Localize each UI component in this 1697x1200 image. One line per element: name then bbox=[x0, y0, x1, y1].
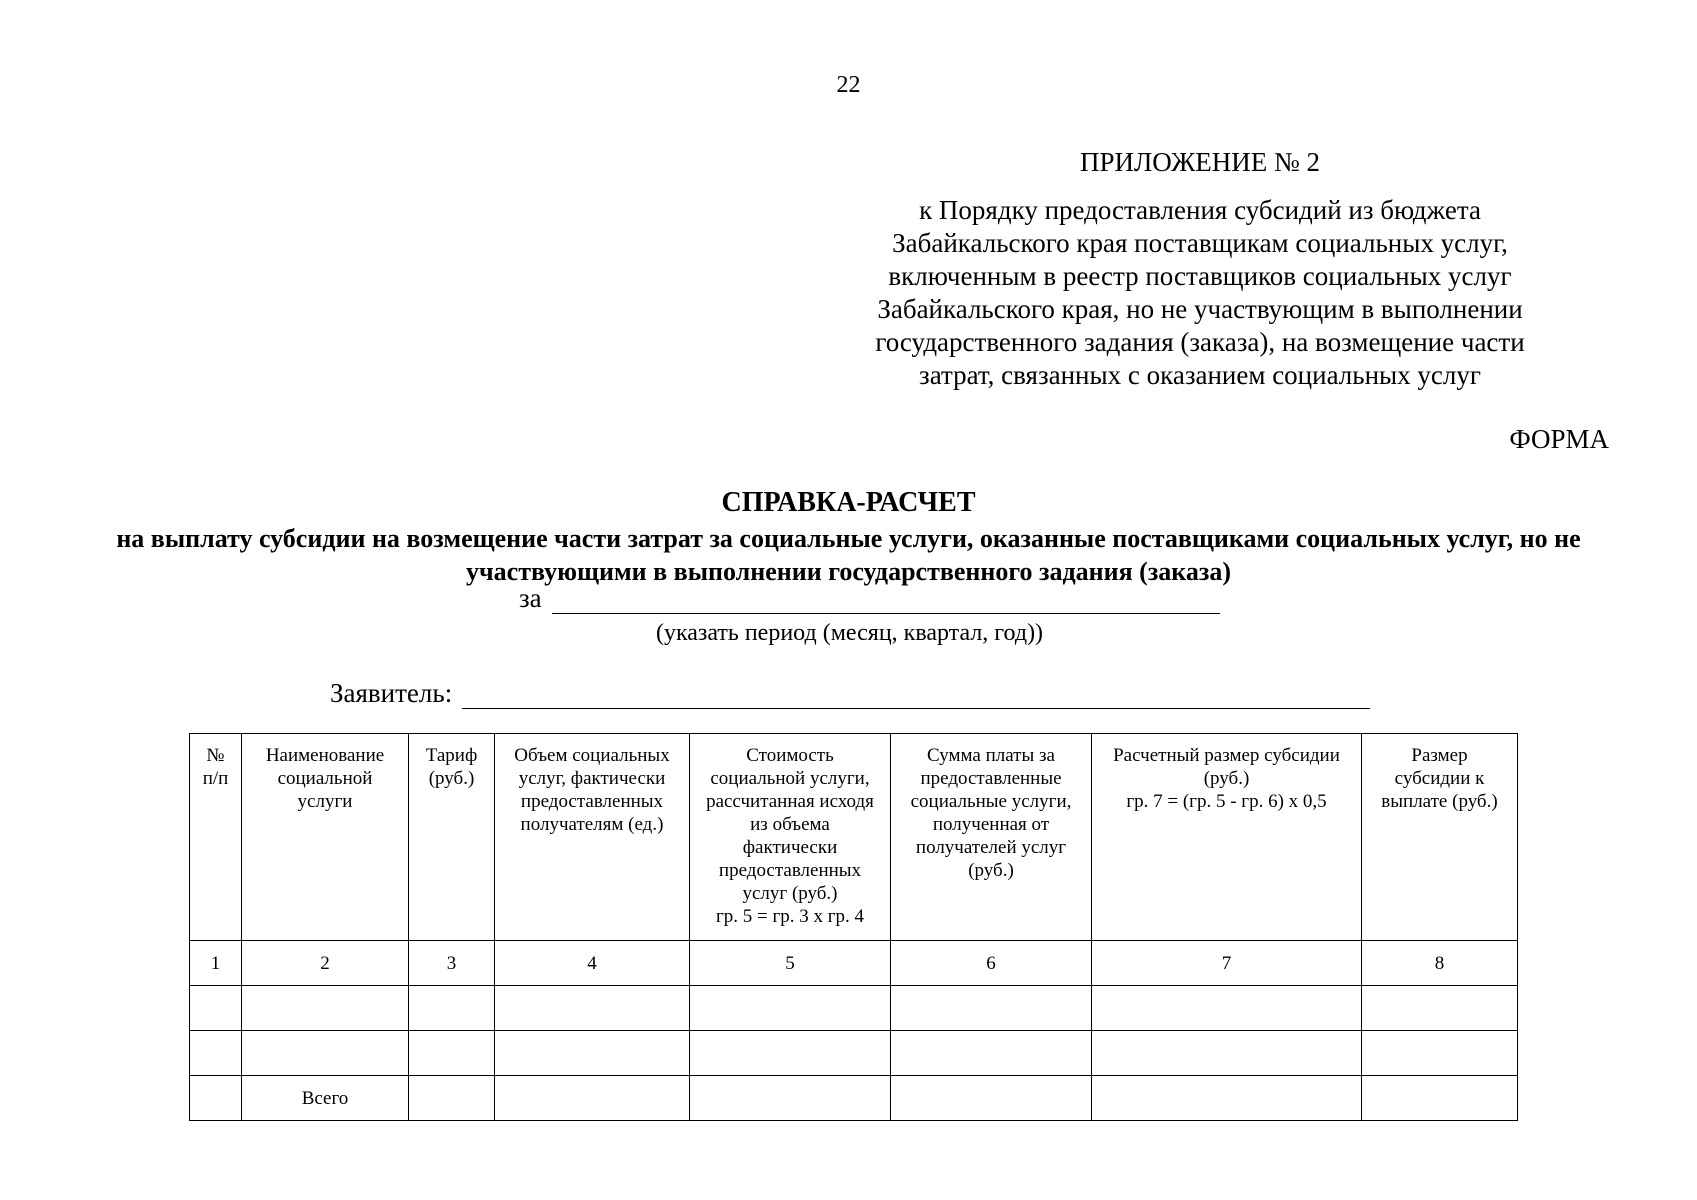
table-cell[interactable] bbox=[409, 1031, 495, 1076]
table-row bbox=[190, 986, 1518, 1031]
appendix-line: государственного задания (заказа), на возмещение части bbox=[875, 327, 1525, 357]
column-header: Размер субсидии к выплате (руб.) bbox=[1362, 734, 1518, 941]
period-blank-line[interactable] bbox=[552, 587, 1220, 614]
calculation-table bbox=[189, 733, 1518, 1121]
column-number: 4 bbox=[495, 941, 690, 986]
table-cell[interactable] bbox=[690, 1076, 891, 1121]
table-cell[interactable] bbox=[190, 1076, 242, 1121]
column-number: 7 bbox=[1092, 941, 1362, 986]
column-header: Объем социальных услуг, фактически предоставленных получателям (ед.) bbox=[495, 734, 690, 941]
column-number: 1 bbox=[190, 941, 242, 986]
period-prefix: за bbox=[519, 583, 542, 613]
column-number: 8 bbox=[1362, 941, 1518, 986]
applicant-field bbox=[330, 678, 1370, 709]
table-cell[interactable] bbox=[891, 1076, 1092, 1121]
table-cell[interactable] bbox=[409, 986, 495, 1031]
column-number: 6 bbox=[891, 941, 1092, 986]
table-cell[interactable] bbox=[1092, 986, 1362, 1031]
table-cell[interactable] bbox=[690, 1031, 891, 1076]
document-subtitle: на выплату субсидии на возмещение части затрат за социальные услуги, оказанные поставщиками социальных услуг, но не участвующими в выполнении государственного задания (заказа) bbox=[116, 524, 1581, 586]
table-cell[interactable] bbox=[242, 1031, 409, 1076]
column-number: 5 bbox=[690, 941, 891, 986]
table-cell[interactable] bbox=[495, 1031, 690, 1076]
table-cell[interactable] bbox=[1362, 1076, 1518, 1121]
column-number-row bbox=[190, 941, 1518, 986]
table-cell[interactable] bbox=[891, 986, 1092, 1031]
period-hint: (указать период (месяц, квартал, год)) bbox=[655, 620, 1044, 646]
table-cell[interactable] bbox=[409, 1076, 495, 1121]
appendix-block bbox=[860, 146, 1540, 392]
page-number: 22 bbox=[836, 72, 861, 98]
column-header: Стоимость социальной услуги, рассчитанная исходя из объема фактически предоставленных услуг (руб.) гр. 5 = гр. 3 x гр. 4 bbox=[690, 734, 891, 941]
column-header: № п/п bbox=[190, 734, 242, 941]
table-cell[interactable] bbox=[690, 986, 891, 1031]
table-cell[interactable] bbox=[495, 1076, 690, 1121]
table-header-row bbox=[190, 734, 1518, 941]
table-cell[interactable] bbox=[190, 986, 242, 1031]
table-cell[interactable] bbox=[1092, 1031, 1362, 1076]
appendix-line: Забайкальского края поставщикам социальных услуг, bbox=[892, 228, 1508, 258]
column-header: Расчетный размер субсидии (руб.) гр. 7 = (гр. 5 - гр. 6) x 0,5 bbox=[1092, 734, 1362, 941]
table-row bbox=[190, 1031, 1518, 1076]
period-field bbox=[519, 583, 1220, 614]
table-cell[interactable] bbox=[190, 1031, 242, 1076]
table-cell[interactable] bbox=[891, 1031, 1092, 1076]
table-cell[interactable] bbox=[1092, 1076, 1362, 1121]
table-cell[interactable] bbox=[495, 986, 690, 1031]
table-cell[interactable] bbox=[242, 986, 409, 1031]
appendix-line: к Порядку предоставления субсидий из бюджета bbox=[919, 195, 1481, 225]
column-number: 2 bbox=[242, 941, 409, 986]
total-label: Всего bbox=[242, 1076, 409, 1121]
document-title: СПРАВКА-РАСЧЕТ bbox=[721, 487, 976, 518]
column-header: Тариф (руб.) bbox=[409, 734, 495, 941]
table-total-row bbox=[190, 1076, 1518, 1121]
appendix-line: затрат, связанных с оказанием социальных услуг bbox=[919, 360, 1481, 390]
appendix-line: включенным в реестр поставщиков социальных услуг bbox=[888, 261, 1512, 291]
column-header: Наименование социальной услуги bbox=[242, 734, 409, 941]
column-number: 3 bbox=[409, 941, 495, 986]
appendix-title: ПРИЛОЖЕНИЕ № 2 bbox=[1079, 147, 1321, 177]
table-cell[interactable] bbox=[1362, 986, 1518, 1031]
appendix-line: Забайкальского края, но не участвующим в выполнении bbox=[877, 294, 1523, 324]
applicant-blank-line[interactable] bbox=[462, 678, 1370, 709]
form-label: ФОРМА bbox=[1509, 424, 1609, 454]
column-header: Сумма платы за предоставленные социальные услуги, полученная от получателей услуг (руб.) bbox=[891, 734, 1092, 941]
table-cell[interactable] bbox=[1362, 1031, 1518, 1076]
applicant-label: Заявитель: bbox=[330, 678, 453, 708]
